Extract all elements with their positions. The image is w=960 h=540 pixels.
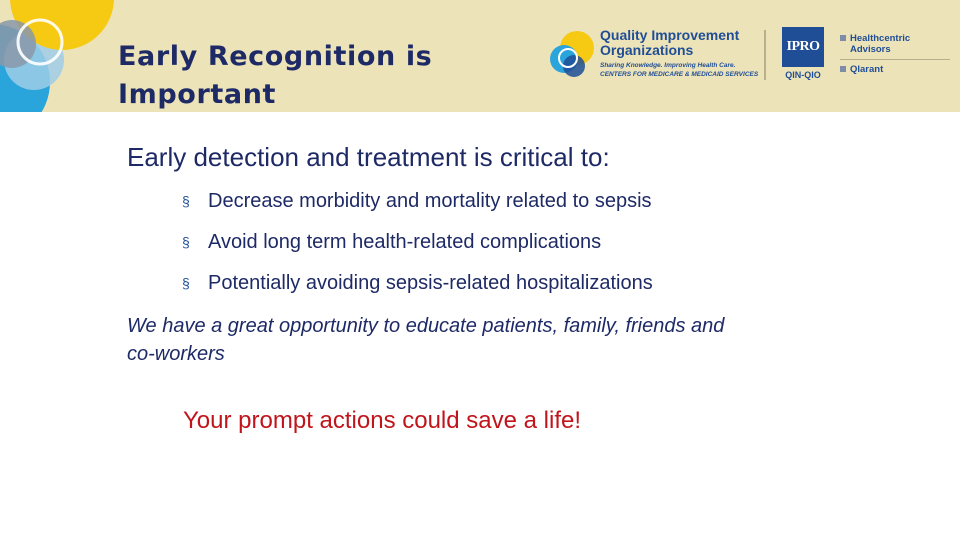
- section-bullet-icon: §: [182, 193, 190, 209]
- qio-tagline: Sharing Knowledge. Improving Health Care.: [600, 62, 736, 69]
- header-banner: [0, 0, 960, 112]
- ipro-logo-name: IPRO: [786, 39, 820, 54]
- callout-message: Your prompt actions could save a life!: [183, 407, 582, 434]
- list-item: [182, 271, 653, 312]
- square-bullet-icon: [840, 35, 846, 41]
- qio-name-line2: Organizations: [600, 42, 694, 58]
- qio-circles-icon: [546, 28, 598, 82]
- partner-qlarant: [840, 59, 950, 75]
- page-title: [118, 38, 432, 112]
- decorative-circles-graphic: [0, 0, 120, 112]
- list-item-text: Decrease morbidity and mortality related to sepsis: [208, 190, 652, 212]
- bullet-list: [182, 189, 653, 312]
- lead-statement: Early detection and treatment is critical to:: [127, 142, 610, 172]
- qio-name-line1: Quality Improvement: [600, 27, 740, 43]
- list-item-text: Avoid long term health-related complications: [208, 231, 602, 253]
- logo-divider: [764, 30, 766, 80]
- opportunity-note-line2: co-workers: [127, 343, 225, 365]
- ipro-logo: [780, 27, 826, 83]
- partner-name-line1: Qlarant: [850, 64, 884, 75]
- qio-logo: [546, 26, 759, 86]
- opportunity-note: [127, 312, 927, 368]
- opportunity-note-line1: We have a great opportunity to educate patients, family, friends and: [127, 315, 725, 337]
- partner-healthcentric: [840, 33, 950, 55]
- page-title-line2: Important: [118, 79, 277, 110]
- section-bullet-icon: §: [182, 234, 190, 250]
- ipro-logo-sub: QIN-QIO: [785, 70, 821, 80]
- square-bullet-icon: [840, 66, 846, 72]
- qio-cms-tagline: CENTERS FOR MEDICARE & MEDICAID SERVICES: [600, 71, 759, 78]
- partner-list: [840, 33, 950, 75]
- list-item: [182, 230, 653, 271]
- ipro-logo-box: [782, 27, 824, 67]
- list-item: [182, 189, 653, 230]
- qio-logo-text: [600, 28, 758, 79]
- list-item-text: Potentially avoiding sepsis-related hospitalizations: [208, 272, 653, 294]
- section-bullet-icon: §: [182, 275, 190, 291]
- partner-name-line2: Advisors: [850, 44, 891, 55]
- page-title-line1: Early Recognition is: [118, 41, 433, 72]
- partner-name-line1: Healthcentric: [850, 33, 911, 44]
